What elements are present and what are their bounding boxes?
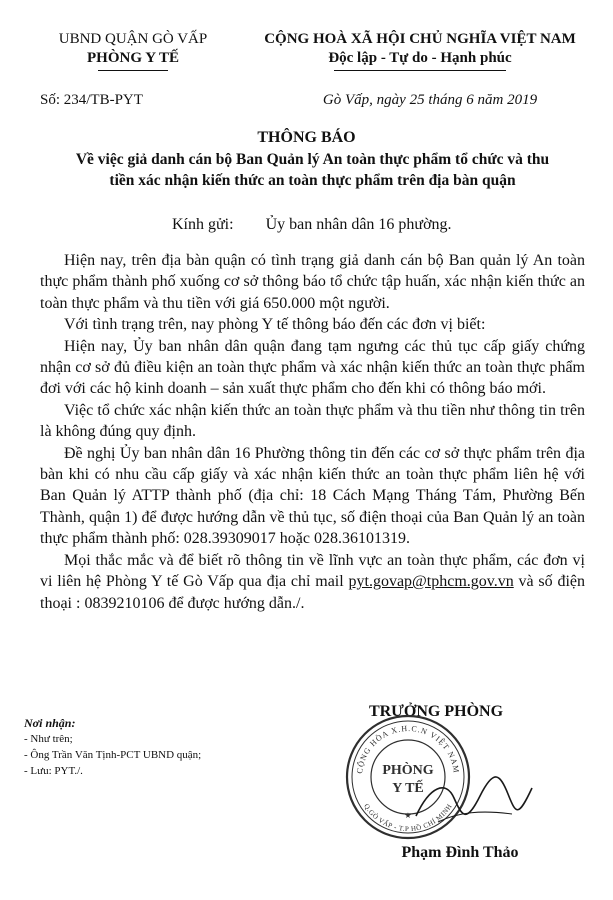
- place-date: Gò Vấp, ngày 25 tháng 6 năm 2019: [322, 92, 538, 108]
- recipients-heading: Nơi nhận:: [24, 716, 76, 730]
- stamp-outer-text: CỘNG HÒA X.H.C.N VIỆT NAM: [355, 723, 461, 775]
- email-link[interactable]: pyt.govap@tphcm.gov.vn: [348, 573, 514, 591]
- subtitle-line-1: Về việc giả danh cán bộ Ban Quản lý An toàn thực phẩm tổ chức và thu: [75, 151, 550, 168]
- national-motto: Độc lập - Tự do - Hạnh phúc: [328, 50, 512, 66]
- addressee-label: Kính gửi:: [172, 216, 234, 233]
- stamp-bottom-text: Q.GÒ VẤP - T.P HỒ CHÍ MINH: [362, 802, 454, 834]
- stamp-center-line-2: Y TẾ: [392, 781, 424, 796]
- agency-department: PHÒNG Y TẾ: [87, 50, 179, 66]
- issuing-agency: [28, 30, 238, 68]
- stamp-star-icon: ★: [404, 811, 412, 820]
- body-paragraph-contact: [40, 550, 585, 614]
- subtitle-line-2: tiền xác nhận kiến thức an toàn thực phẩm trên địa bàn quận: [109, 172, 516, 189]
- signer-name: Phạm Đình Thảo: [401, 844, 519, 861]
- recipient-item: - Lưu: PYT./.: [24, 765, 83, 777]
- national-header: [240, 30, 600, 68]
- body-paragraph: Việc tổ chức xác nhận kiến thức an toàn thực phẩm và thu tiền như thông tin trên là không đúng quy định.: [40, 401, 585, 441]
- signatory-title: TRƯỞNG PHÒNG: [368, 703, 504, 720]
- addressee-value: Ủy ban nhân dân 16 phường.: [265, 216, 452, 233]
- national-name: CỘNG HOÀ XÃ HỘI CHỦ NGHĨA VIỆT NAM: [264, 31, 576, 47]
- body-paragraph: Đề nghị Ủy ban nhân dân 16 Phường thông tin đến các cơ sở thực phẩm trên địa bàn khi có nhu cầu cấp giấy và xác nhận kiến thức an toàn thực phẩm liên hệ với Ban Quản lý ATTP thành phố (địa chỉ: 18 Cách Mạng Tháng Tám, Phường Bến Thành, quận 1) để được hướng dẫn về thủ tục, số điện thoại của Ban Quản lý an toàn thực phẩm thành phố: 028.39309017 hoặc 028.36101319.: [40, 444, 585, 548]
- agency-underline: [98, 70, 168, 71]
- contact-text-after: và số điện thoại : 0839210106 để được hướng dẫn./.: [40, 573, 586, 612]
- recipient-item: - Như trên;: [24, 733, 73, 745]
- recipients-block: [24, 715, 284, 779]
- stamp-center-line-1: PHÒNG: [382, 763, 434, 778]
- body-paragraph: Hiện nay, trên địa bàn quận có tình trạng giả danh cán bộ Ban quản lý An toàn thực phẩm thành phố xuống cơ sở thông báo tổ chức tập huấn, xác nhận kiến thức an toàn thực phẩm và thu tiền với giá 650.000 một người.: [40, 252, 585, 312]
- agency-district: UBND QUẬN GÒ VẤP: [58, 31, 208, 47]
- addressee: [172, 216, 452, 234]
- notice-subtitle: [40, 149, 585, 191]
- recipient-item: - Ông Trần Văn Tịnh-PCT UBND quận;: [24, 749, 202, 761]
- document-number: Số: 234/TB-PYT: [40, 92, 143, 108]
- body-paragraph: Với tình trạng trên, nay phòng Y tế thông báo đến các đơn vị biết:: [64, 316, 486, 334]
- notice-title: THÔNG BÁO: [257, 129, 356, 146]
- contact-text-before: Mọi thắc mắc và để biết rõ thông tin về lĩnh vực an toàn thực phẩm, các đơn vị vi liên hệ Phòng Y tế Gò Vấp qua địa chỉ mail: [40, 551, 585, 591]
- handwritten-signature: [408, 766, 538, 836]
- notice-body: [40, 250, 585, 614]
- body-paragraph: Hiện nay, Ủy ban nhân dân quận đang tạm ngưng các thủ tục cấp giấy chứng nhận cơ sở đủ điều kiện an toàn thực phẩm và xác nhận kiến thức an toàn thực phẩm đơi với các hộ kinh doanh – sản xuất thực phẩm cho đến khi có thông báo mới.: [40, 337, 585, 398]
- motto-underline: [334, 70, 506, 71]
